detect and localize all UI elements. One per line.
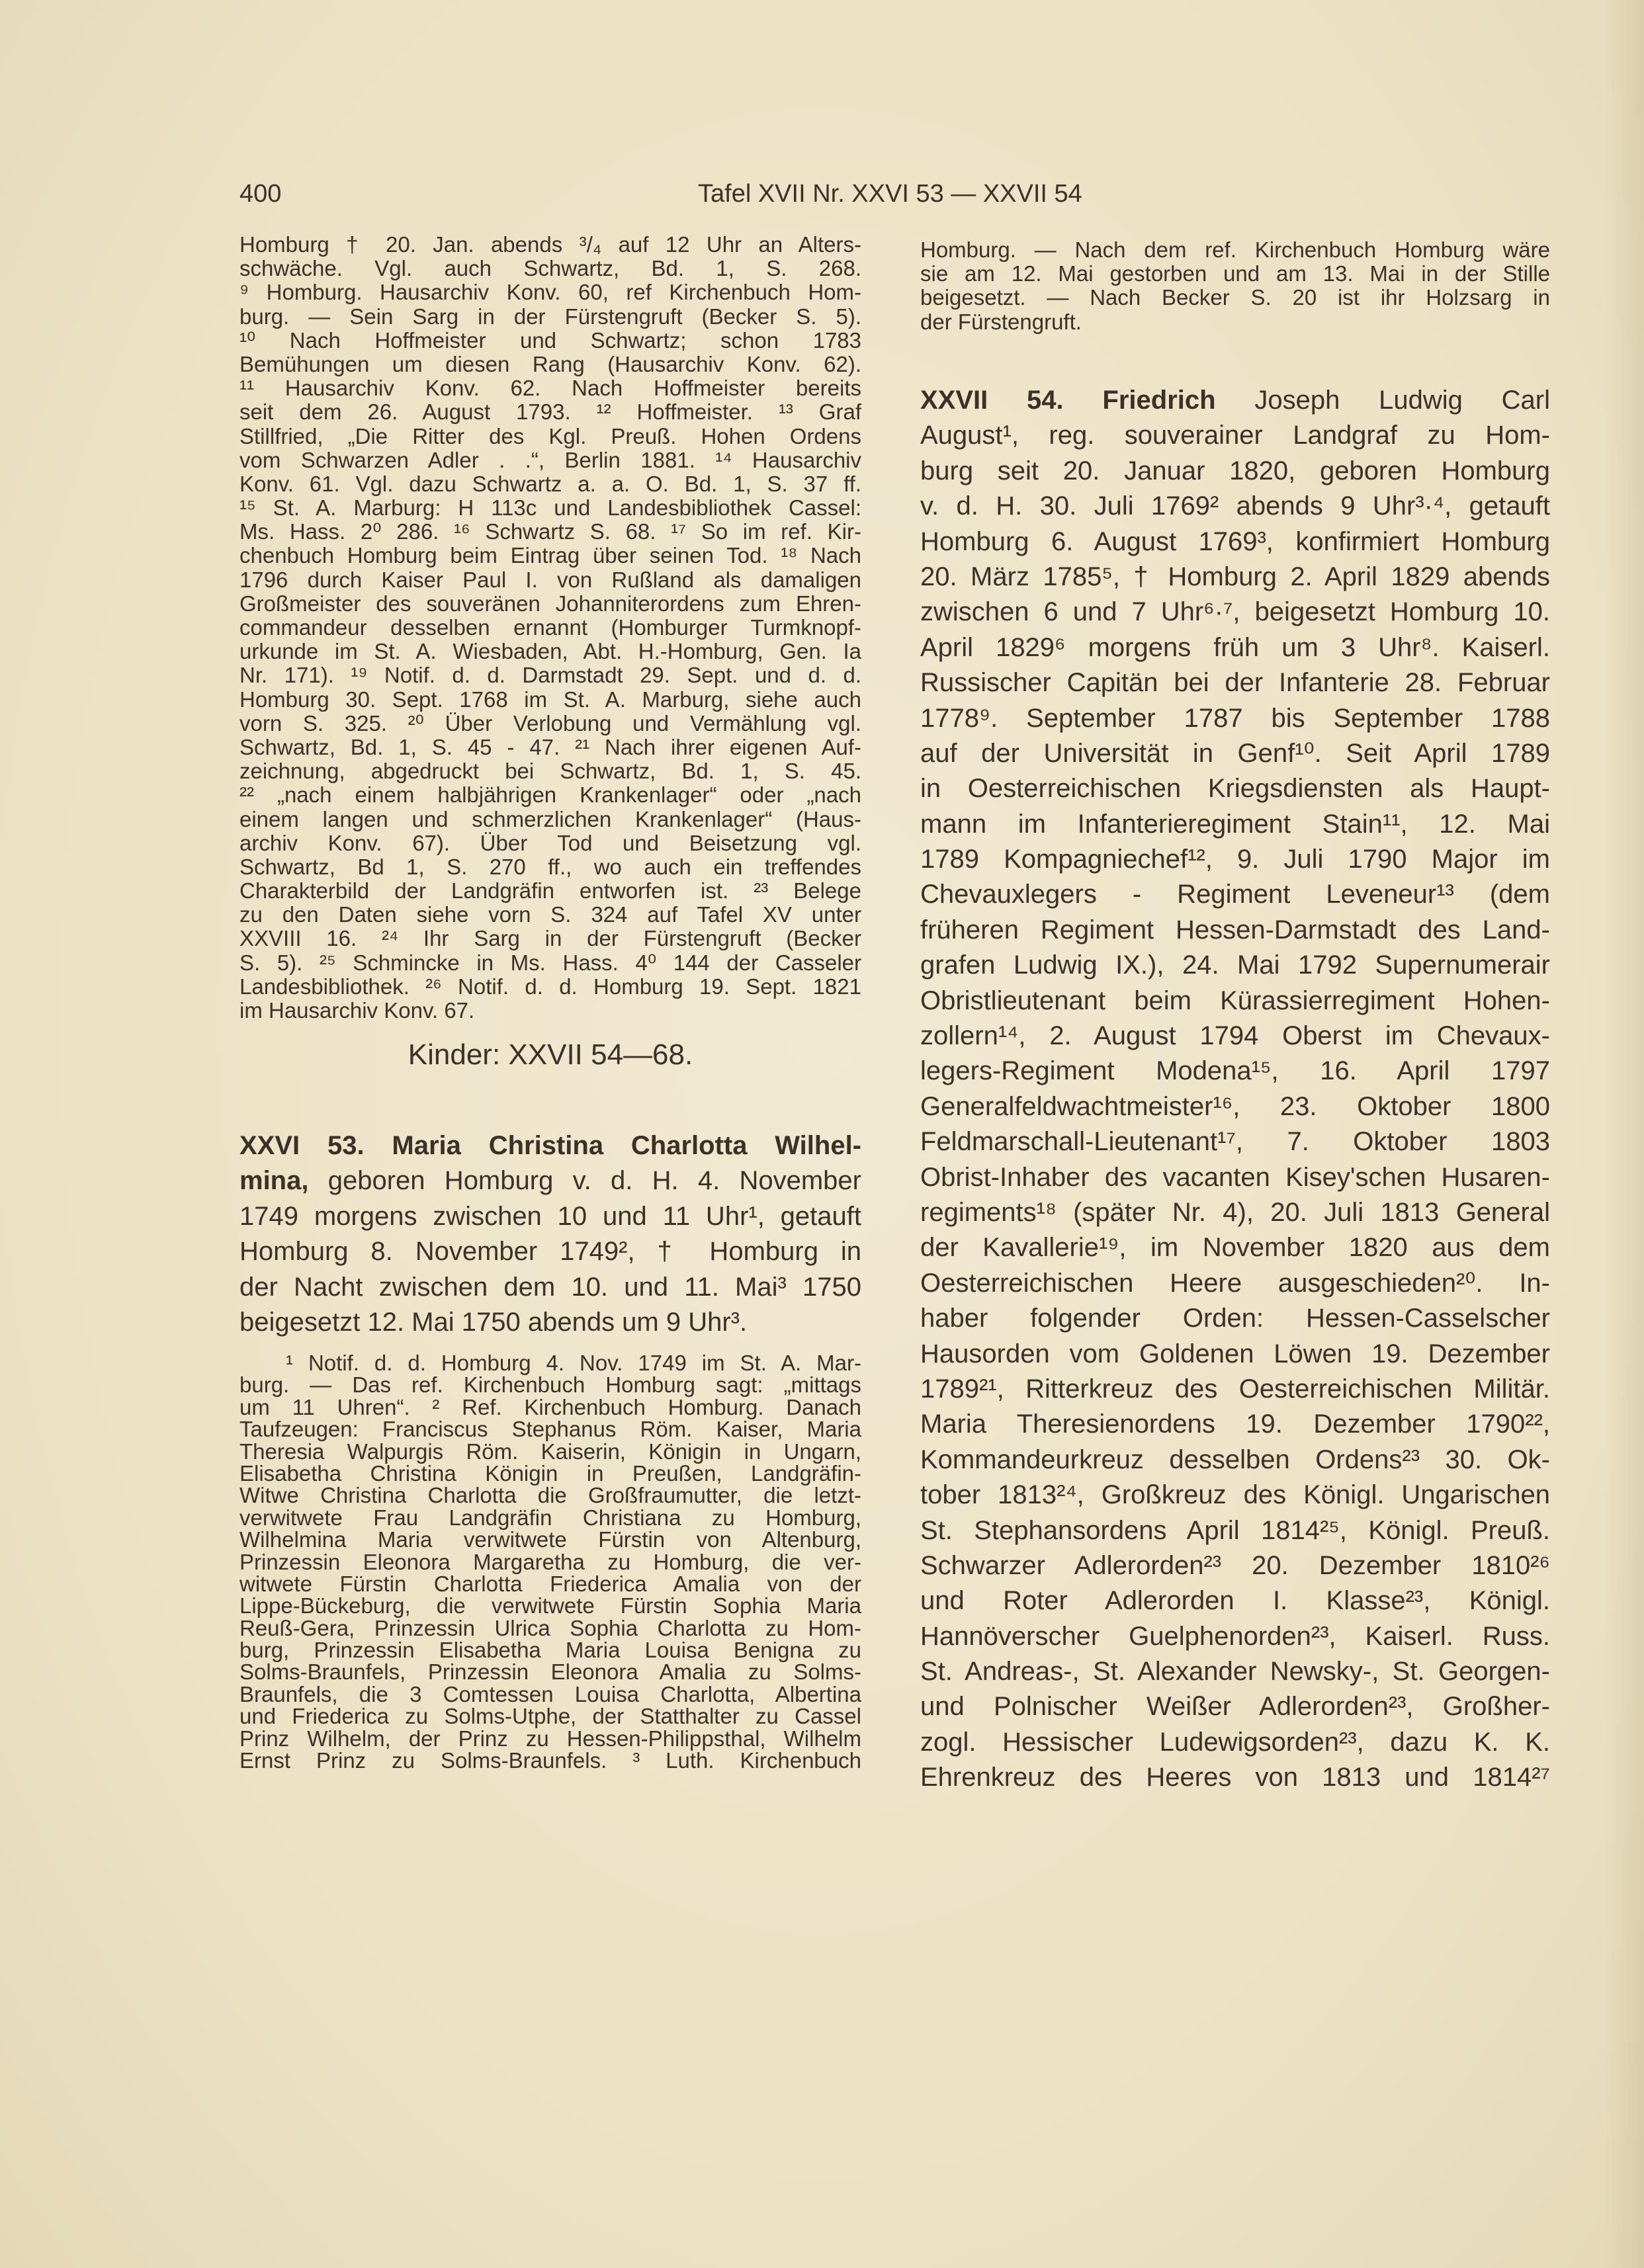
line-text: 1778⁹. September 1787 bis September 1788 xyxy=(920,703,1550,733)
text-line xyxy=(239,425,861,448)
line-text: Schwarzer Adlerorden²³ 20. Dezember 1810²⁶ xyxy=(920,1550,1550,1580)
text-line xyxy=(920,238,1550,262)
text-line xyxy=(239,1749,861,1771)
text-line xyxy=(920,1654,1550,1689)
line-text: beigesetzt. — Nach Becker S. 20 ist ihr Holzsarg in xyxy=(920,285,1550,310)
text-line xyxy=(920,771,1550,806)
text-line xyxy=(239,448,861,472)
line-text: ¹⁰ Nach Hoffmeister und Schwartz; schon 1783 xyxy=(239,327,861,353)
line-text: zollern¹⁴, 2. August 1794 Oberst im Chevaux- xyxy=(920,1021,1550,1051)
line-text: chenbuch Homburg beim Eintrag über seinen Tod. ¹⁸ Nach xyxy=(239,543,861,568)
text-line xyxy=(239,831,861,855)
line-text: ¹¹ Hausarchiv Konv. 62. Nach Hoffmeister bereits xyxy=(239,376,861,401)
text-line xyxy=(920,595,1550,630)
text-line xyxy=(920,665,1550,700)
line-text: zeichnung, abgedruckt bei Schwartz, Bd. 1, S. 45. xyxy=(239,759,861,784)
line-text: Oesterreichischen Heere ausgeschieden²⁰. In- xyxy=(920,1268,1550,1298)
line-text: zogl. Hessischer Ludewigsorden²³, dazu K. K. xyxy=(920,1727,1550,1757)
line-text: Schwartz, Bd. 1, S. 45 - 47. ²¹ Nach ihrer eigenen Auf- xyxy=(239,734,861,759)
text-line xyxy=(920,701,1550,736)
line-text: Homburg 8. November 1749², † Homburg in xyxy=(239,1237,861,1267)
line-text: der Kavallerie¹⁹, im November 1820 aus dem xyxy=(920,1233,1550,1263)
text-line xyxy=(920,1337,1550,1372)
text-line xyxy=(239,1305,861,1340)
text-line xyxy=(239,879,861,903)
line-text: mann im Infanterieregiment Stain¹¹, 12. Mai xyxy=(920,809,1550,839)
text-line xyxy=(239,1507,861,1529)
line-text: um 11 Uhren“. ² Ref. Kirchenbuch Homburg. Danach xyxy=(239,1394,861,1419)
text-line xyxy=(920,1689,1550,1724)
line-text: Prinzessin Eleonora Margaretha zu Homburg, die ver- xyxy=(239,1549,861,1574)
line-text: sie am 12. Mai gestorben und am 13. Mai in der Stille xyxy=(920,261,1550,286)
line-text: Homburg 30. Sept. 1768 im St. A. Marburg, siehe auch xyxy=(239,687,861,712)
line-text: 20. März 1785⁵, † Homburg 2. April 1829 abends xyxy=(920,562,1550,591)
line-text: einem langen und schmerzlichen Krankenlager“ (Haus- xyxy=(239,806,861,831)
text-line xyxy=(920,1266,1550,1301)
line-text: auf der Universität in Genf¹⁰. Seit April 1789 xyxy=(920,738,1550,768)
line-text: Wilhelmina Maria verwitwete Fürstin von Altenburg, xyxy=(239,1527,861,1552)
text-line xyxy=(239,975,861,999)
line-text: Homburg † 20. Jan. abends ³/₄ auf 12 Uhr an Alters- xyxy=(239,232,861,257)
line-text: der Fürstengruft. xyxy=(920,309,1082,334)
line-text: S. 5). ²⁵ Schmincke in Ms. Hass. 4⁰ 144 der Casseler xyxy=(239,950,861,975)
text-line xyxy=(239,1617,861,1639)
line-text: ¹⁵ St. A. Marburg: H 113c und Landesbibliothek Cassel: xyxy=(239,495,861,521)
text-line xyxy=(920,1230,1550,1265)
bold-heading-text: XXVI 53. Maria Christina Charlotta Wilhel- xyxy=(239,1131,861,1160)
text-line xyxy=(239,233,861,257)
line-text: St. Andreas-, St. Alexander Newsky-, St. Georgen- xyxy=(920,1657,1550,1687)
line-text: Theresia Walpurgis Röm. Kaiserin, Königin in Ungarn, xyxy=(239,1439,861,1464)
text-line xyxy=(920,310,1550,334)
line-text: Russischer Capitän bei der Infanterie 28. Februar xyxy=(920,668,1550,698)
line-text: commandeur desselben ernannt (Homburger Turmknopf- xyxy=(239,615,861,640)
line-text: Generalfeldwachtmeister¹⁶, 23. Oktober 1800 xyxy=(920,1091,1550,1121)
text-line xyxy=(920,1372,1550,1407)
text-line xyxy=(920,489,1550,524)
line-text: haber folgender Orden: Hessen-Casselscher xyxy=(920,1304,1550,1333)
text-line xyxy=(239,1234,861,1269)
right-footnotes-top xyxy=(920,238,1550,334)
page-number: 400 xyxy=(239,180,282,208)
text-line xyxy=(239,257,861,280)
text-line xyxy=(920,1160,1550,1195)
entry-xxvii-54 xyxy=(920,383,1550,1796)
text-line xyxy=(920,1301,1550,1336)
line-text: Homburg. — Nach dem ref. Kirchenbuch Homburg wäre xyxy=(920,237,1550,262)
text-line xyxy=(920,1089,1550,1124)
text-line xyxy=(239,305,861,329)
bold-heading-text: mina, xyxy=(239,1166,309,1196)
line-text: ⁹ Homburg. Hausarchiv Konv. 60, ref Kirchenbuch Hom- xyxy=(239,280,861,305)
line-text: XXVIII 16. ²⁴ Ihr Sarg in der Fürstengruft (Becker xyxy=(239,926,861,951)
line-text: witwete Fürstin Charlotta Friederica Amalia von der xyxy=(239,1571,861,1596)
text-line xyxy=(239,927,861,950)
text-line xyxy=(239,1661,861,1683)
line-text: legers-Regiment Modena¹⁵, 16. April 1797 xyxy=(920,1056,1550,1086)
text-line xyxy=(239,616,861,640)
line-text: Stillfried, „Die Ritter des Kgl. Preuß. Hohen Ordens xyxy=(239,423,861,448)
line-text: Joseph Ludwig Carl xyxy=(1215,386,1551,415)
line-text: Großmeister des souveränen Johanniterordens zum Ehren- xyxy=(239,591,861,616)
line-text: Ms. Hass. 2⁰ 286. ¹⁶ Schwartz S. 68. ¹⁷ So im ref. Kir- xyxy=(239,519,861,544)
text-line xyxy=(239,1270,861,1305)
text-line xyxy=(239,688,861,712)
line-text: Feldmarschall-Lieutenant¹⁷, 7. Oktober 1803 xyxy=(920,1127,1550,1157)
line-text: Ehrenkreuz des Heeres von 1813 und 1814²⁷ xyxy=(920,1763,1550,1792)
text-line xyxy=(239,735,861,759)
line-text: ¹ Notif. d. d. Homburg 4. Nov. 1749 im St. A. Mar- xyxy=(286,1351,861,1375)
text-line xyxy=(920,807,1550,842)
text-line xyxy=(920,1019,1550,1054)
text-line xyxy=(920,286,1550,310)
line-text: ²² „nach einem halbjährigen Krankenlager“ oder „nach xyxy=(239,782,861,808)
text-line xyxy=(920,842,1550,877)
line-text: August¹, reg. souverainer Landgraf zu Hom- xyxy=(920,421,1550,450)
page-edge-shadow xyxy=(1604,0,1644,2268)
text-line xyxy=(239,1352,861,1374)
text-line xyxy=(239,400,861,424)
line-text: vorn S. 325. ²⁰ Über Verlobung und Vermählung vgl. xyxy=(239,710,861,735)
text-line xyxy=(920,1725,1550,1760)
line-text: Obristlieutenant beim Kürassierregiment Hohen- xyxy=(920,986,1550,1015)
text-line xyxy=(920,1583,1550,1618)
left-footnotes-top xyxy=(239,233,861,1023)
line-text: Ernst Prinz zu Solms-Braunfels. ³ Luth. Kirchenbuch xyxy=(239,1748,861,1773)
line-text: urkunde im St. A. Wiesbaden, Abt. H.-Homburg, Gen. Ia xyxy=(239,639,861,664)
text-line xyxy=(239,520,861,544)
text-line xyxy=(239,759,861,783)
line-text: und Friederica zu Solms-Utphe, der Statthalter zu Cassel xyxy=(239,1704,861,1729)
line-text: der Nacht zwischen dem 10. und 11. Mai³ 1750 xyxy=(239,1272,861,1302)
line-text: zu den Daten siehe vorn S. 324 auf Tafel XV unter xyxy=(239,902,861,927)
text-line xyxy=(239,568,861,592)
text-line xyxy=(239,663,861,687)
line-text: Prinz Wilhelm, der Prinz zu Hessen-Philippsthal, Wilhelm xyxy=(239,1726,861,1751)
text-line xyxy=(239,999,861,1023)
line-text: 1789 Kompagniechef¹², 9. Juli 1790 Major im xyxy=(920,845,1550,874)
text-line xyxy=(239,1199,861,1234)
line-text: Konv. 61. Vgl. dazu Schwartz a. a. O. Bd. 1, S. 37 ff. xyxy=(239,471,861,496)
text-line xyxy=(920,984,1550,1019)
line-text: burg seit 20. Januar 1820, geboren Homburg xyxy=(920,456,1550,485)
line-text: Lippe-Bückeburg, die verwitwete Fürstin Sophia Maria xyxy=(239,1593,861,1618)
text-line xyxy=(239,353,861,376)
text-line xyxy=(239,1595,861,1617)
line-text: Nr. 171). ¹⁹ Notif. d. d. Darmstadt 29. Sept. und d. d. xyxy=(239,663,861,688)
text-line xyxy=(239,1639,861,1661)
line-text: Reuß-Gera, Prinzessin Ulrica Sophia Charlotta zu Hom- xyxy=(239,1615,861,1640)
bold-heading-text: XXVII 54. Friedrich xyxy=(920,386,1216,415)
line-text: grafen Ludwig IX.), 24. Mai 1792 Supernumerair xyxy=(920,950,1550,980)
line-text: im Hausarchiv Konv. 67. xyxy=(239,998,475,1023)
text-line xyxy=(239,1374,861,1396)
text-line xyxy=(239,640,861,663)
line-text: Bemühungen um diesen Rang (Hausarchiv Konv. 62). xyxy=(239,351,861,376)
text-line xyxy=(239,496,861,520)
line-text: Chevauxlegers - Regiment Leveneur¹³ (dem xyxy=(920,880,1550,909)
line-text: früheren Regiment Hessen-Darmstadt des Land- xyxy=(920,915,1550,945)
line-text: regiments¹⁸ (später Nr. 4), 20. Juli 1813 General xyxy=(920,1197,1550,1227)
text-line xyxy=(239,1484,861,1506)
text-line xyxy=(920,1195,1550,1230)
line-text: Taufzeugen: Franciscus Stephanus Röm. Kaiser, Maria xyxy=(239,1417,861,1442)
line-text: Witwe Christina Charlotta die Großfraumutter, die letzt- xyxy=(239,1483,861,1508)
text-line xyxy=(239,1418,861,1440)
text-line xyxy=(239,376,861,400)
text-line xyxy=(920,1548,1550,1583)
text-line xyxy=(239,280,861,304)
text-line xyxy=(239,808,861,831)
text-line xyxy=(239,544,861,567)
text-line xyxy=(920,877,1550,912)
line-text: 1796 durch Kaiser Paul I. von Rußland als damaligen xyxy=(239,567,861,592)
text-line xyxy=(920,630,1550,665)
text-line xyxy=(239,472,861,496)
line-text: Homburg 6. August 1769³, konfirmiert Homburg xyxy=(920,526,1550,556)
text-line xyxy=(239,1705,861,1727)
text-line xyxy=(920,1513,1550,1548)
line-text: und Polnischer Weißer Adlerorden²³, Großher- xyxy=(920,1692,1550,1722)
text-line xyxy=(920,418,1550,453)
line-text: Obrist-Inhaber des vacanten Kisey'schen Husaren- xyxy=(920,1162,1550,1192)
line-text: St. Stephansordens April 1814²⁵, Königl. Preuß. xyxy=(920,1515,1550,1545)
line-text: und Roter Adlerorden I. Klasse²³, Königl. xyxy=(920,1586,1550,1616)
text-line xyxy=(920,383,1550,418)
text-line xyxy=(239,712,861,735)
text-line xyxy=(239,783,861,807)
text-line xyxy=(920,560,1550,595)
text-line xyxy=(920,1054,1550,1089)
line-text: Hannöverscher Guelphenorden²³, Kaiserl. Russ. xyxy=(920,1621,1550,1651)
line-text: burg. — Das ref. Kirchenbuch Homburg sagt: „mittags xyxy=(239,1372,861,1398)
text-line xyxy=(239,1441,861,1462)
text-line xyxy=(239,1551,861,1573)
text-line xyxy=(920,1407,1550,1442)
line-text: burg, Prinzessin Elisabetha Maria Louisa Benigna zu xyxy=(239,1638,861,1663)
text-line xyxy=(920,454,1550,489)
line-text: 1789²¹, Ritterkreuz des Oesterreichischen Militär. xyxy=(920,1374,1550,1404)
line-text: Kommandeurkreuz desselben Ordens²³ 30. Ok- xyxy=(920,1445,1550,1474)
line-text: 1749 morgens zwischen 10 und 11 Uhr¹, getauft xyxy=(239,1201,861,1231)
left-footnotes-bottom xyxy=(239,1352,861,1771)
line-text: geboren Homburg v. d. H. 4. November xyxy=(308,1166,861,1196)
text-line xyxy=(920,736,1550,771)
line-text: Elisabetha Christina Königin in Preußen, Landgräfin- xyxy=(239,1460,861,1486)
line-text: v. d. H. 30. Juli 1769² abends 9 Uhr³·⁴, getauft xyxy=(920,491,1550,521)
text-line xyxy=(239,1128,861,1163)
text-line xyxy=(920,1443,1550,1478)
text-line xyxy=(239,1728,861,1749)
text-line xyxy=(239,1462,861,1484)
line-text: Braunfels, die 3 Comtessen Louisa Charlotta, Albertina xyxy=(239,1681,861,1706)
line-text: Schwartz, Bd 1, S. 270 ff., wo auch ein treffendes xyxy=(239,854,861,879)
text-line xyxy=(920,262,1550,286)
line-text: tober 1813²⁴, Großkreuz des Königl. Ungarischen xyxy=(920,1480,1550,1510)
line-text: Solms-Braunfels, Prinzessin Eleonora Amalia zu Solms- xyxy=(239,1659,861,1685)
text-line xyxy=(239,1573,861,1595)
line-text: Landesbibliothek. ²⁶ Notif. d. d. Homburg 19. Sept. 1821 xyxy=(239,974,861,999)
text-line xyxy=(920,525,1550,560)
text-line xyxy=(239,1683,861,1705)
line-text: in Oesterreichischen Kriegsdiensten als Haupt- xyxy=(920,774,1550,804)
text-line xyxy=(239,903,861,927)
text-line xyxy=(239,1163,861,1198)
running-head: Tafel XVII Nr. XXVI 53 — XXVII 54 xyxy=(698,180,1082,208)
text-line xyxy=(920,1619,1550,1654)
text-line xyxy=(920,1478,1550,1513)
text-line xyxy=(239,855,861,879)
text-line xyxy=(239,1529,861,1550)
line-text: verwitwete Frau Landgräfin Christiana zu Homburg, xyxy=(239,1505,861,1530)
line-text: beigesetzt 12. Mai 1750 abends um 9 Uhr³. xyxy=(239,1307,748,1337)
line-text: April 1829⁶ morgens früh um 3 Uhr⁸. Kaiserl. xyxy=(920,632,1550,662)
line-text: vom Schwarzen Adler . .“, Berlin 1881. ¹⁴ Hausarchiv xyxy=(239,447,861,472)
text-line xyxy=(920,1760,1550,1795)
text-line xyxy=(239,592,861,616)
line-text: Charakterbild der Landgräfin entworfen ist. ²³ Belege xyxy=(239,878,861,903)
line-text: Hausorden vom Goldenen Löwen 19. Dezember xyxy=(920,1339,1550,1368)
text-line xyxy=(920,913,1550,948)
text-line xyxy=(239,951,861,975)
text-line xyxy=(239,329,861,353)
line-text: schwäche. Vgl. auch Schwartz, Bd. 1, S. 268. xyxy=(239,256,861,281)
line-text: archiv Konv. 67). Über Tod und Beisetzung vgl. xyxy=(239,830,861,855)
line-text: seit dem 26. August 1793. ¹² Hoffmeister. ¹³ Graf xyxy=(239,399,861,425)
entry-xxvi-53 xyxy=(239,1128,861,1340)
text-line xyxy=(920,1124,1550,1159)
children-reference: Kinder: XXVII 54—68. xyxy=(408,1038,693,1071)
line-text: Maria Theresienordens 19. Dezember 1790²², xyxy=(920,1409,1550,1439)
text-line xyxy=(920,948,1550,983)
line-text: burg. — Sein Sarg in der Fürstengruft (Becker S. 5). xyxy=(239,304,861,329)
line-text: zwischen 6 und 7 Uhr⁶·⁷, beigesetzt Homburg 10. xyxy=(920,597,1550,627)
text-line xyxy=(239,1396,861,1418)
